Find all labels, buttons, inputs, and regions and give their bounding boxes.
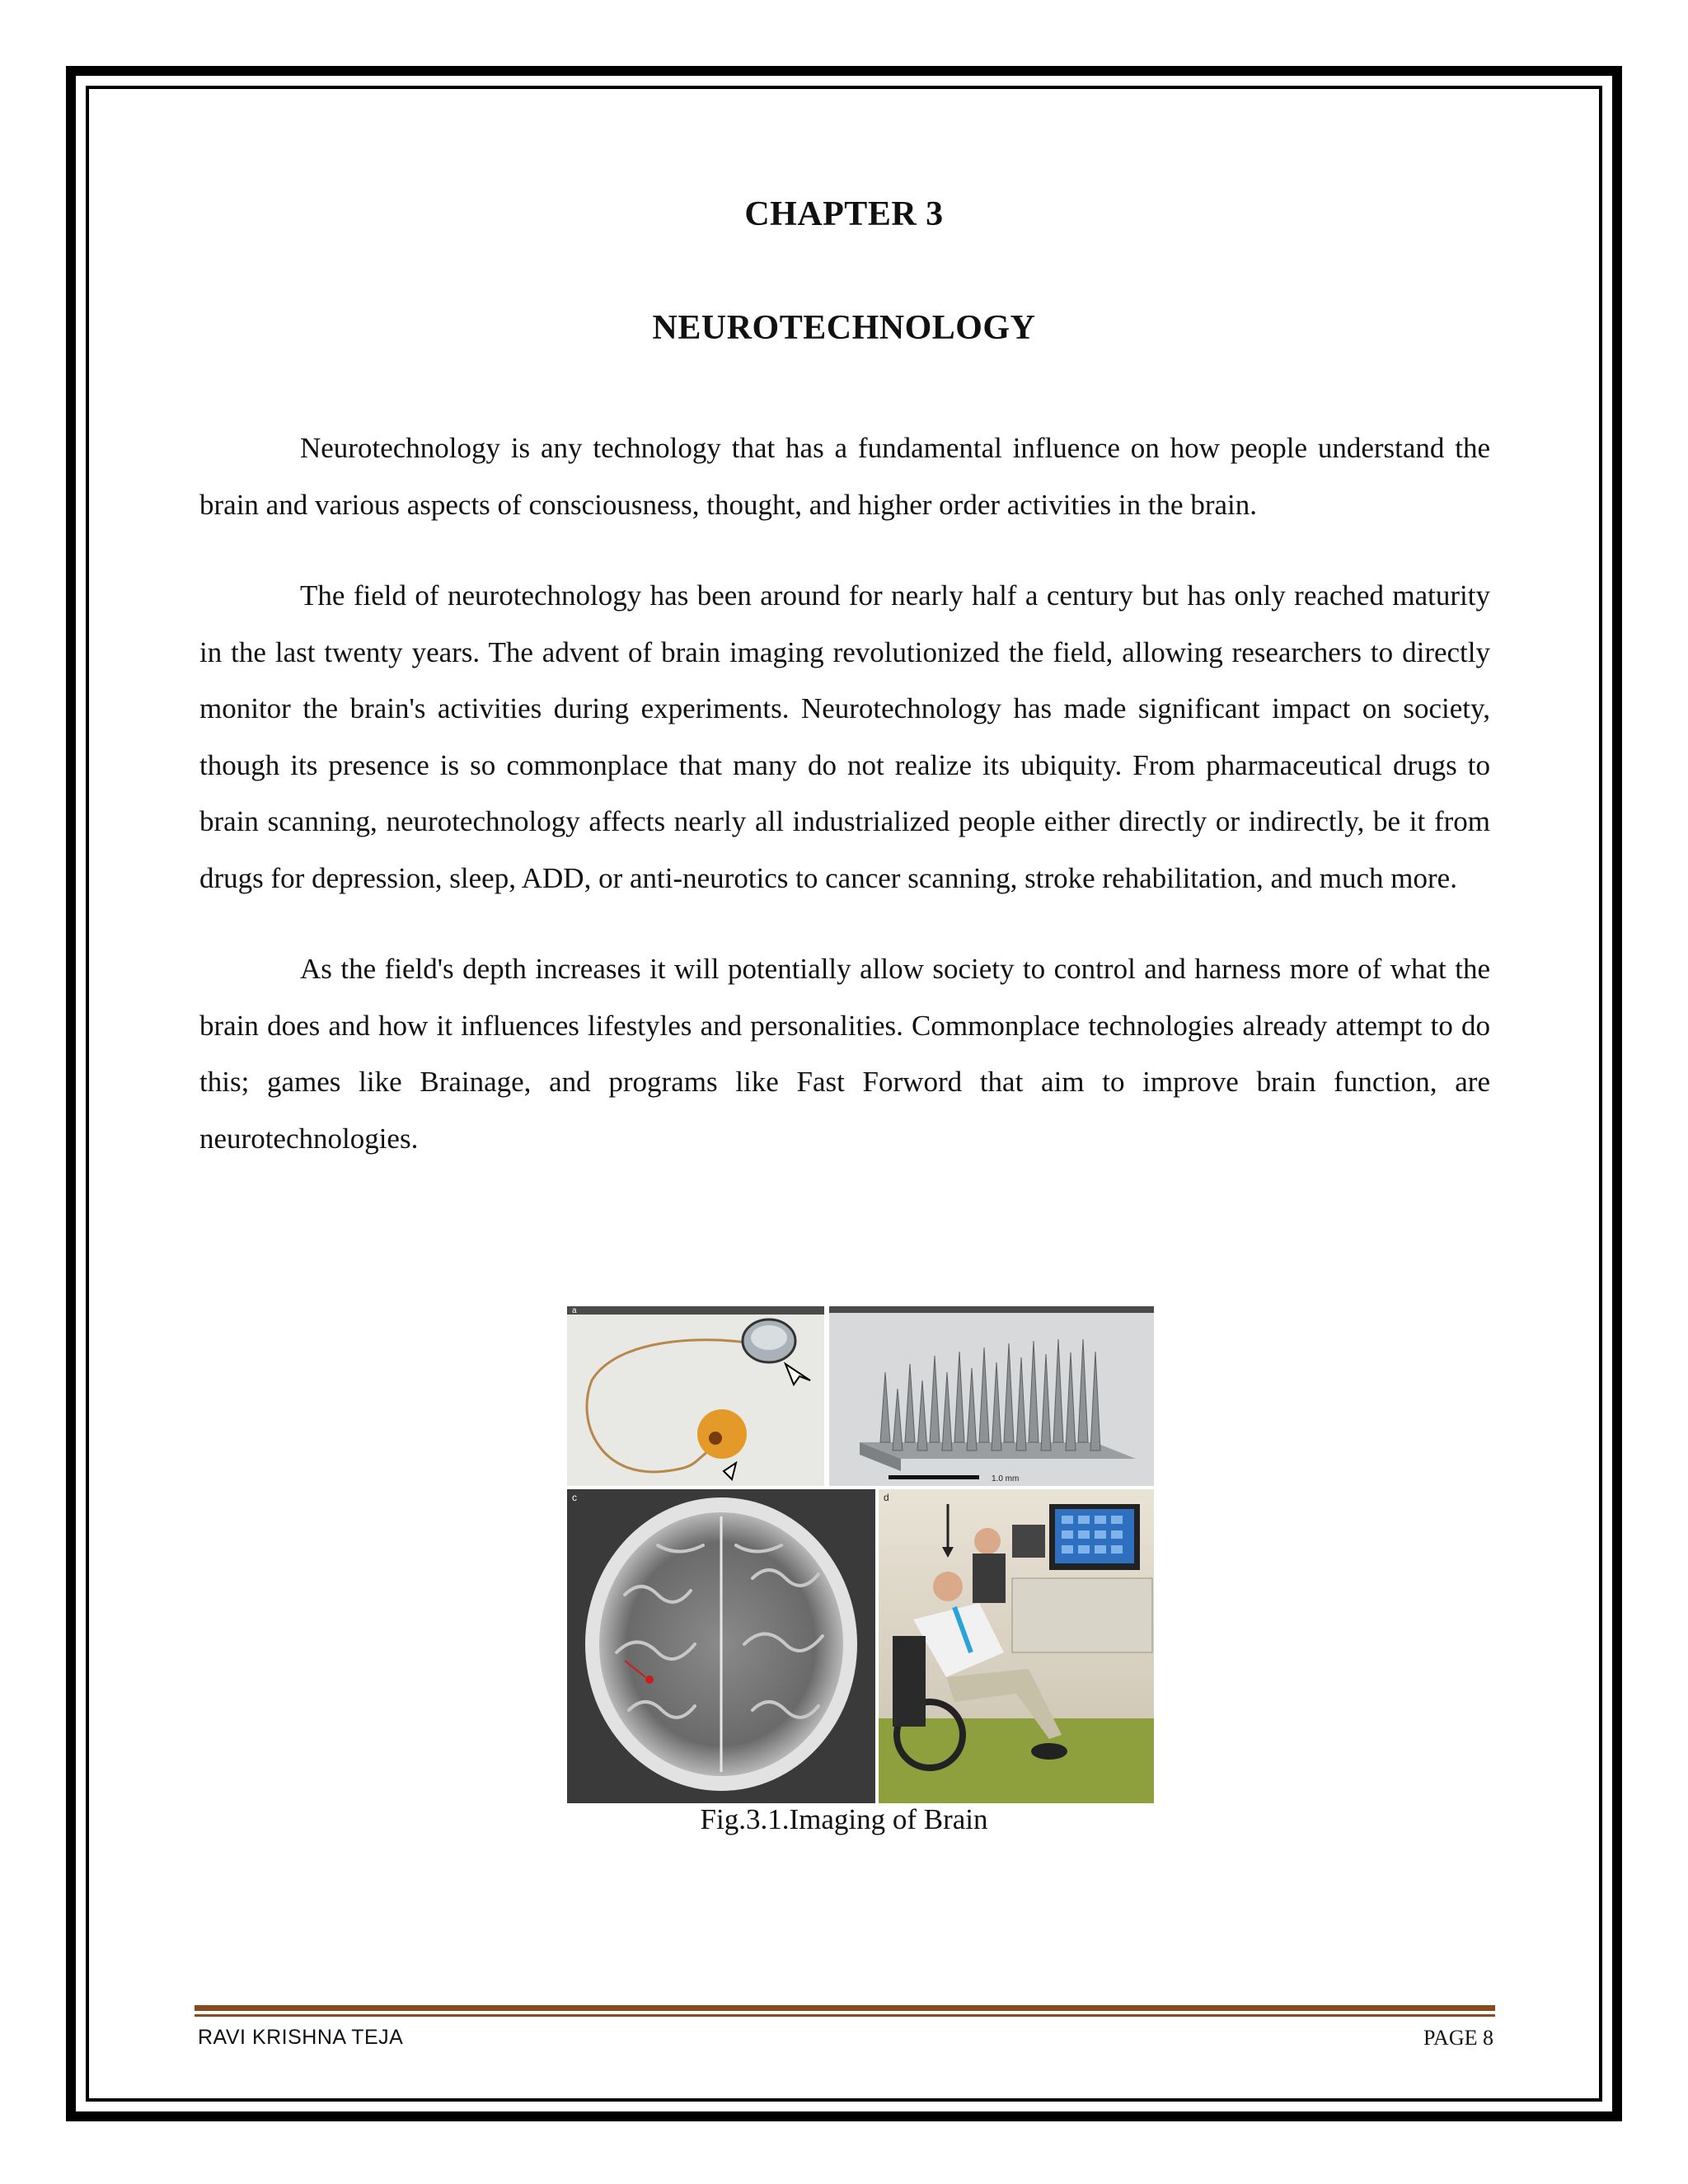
figure-panel-a xyxy=(567,1306,824,1486)
figure-caption: Fig.3.1.Imaging of Brain xyxy=(700,1803,988,1835)
chapter-heading: CHAPTER 3 xyxy=(744,195,944,233)
footer-rule-thin xyxy=(195,2014,1495,2017)
figure-panel-b xyxy=(829,1306,1154,1486)
body-text xyxy=(199,420,1490,1202)
panel-d-label: d xyxy=(884,1492,889,1503)
footer-author: RAVI KRISHNA TEJA xyxy=(198,2026,404,2049)
section-title: NEUROTECHNOLOGY xyxy=(652,309,1036,347)
figure-panel-c xyxy=(567,1489,875,1803)
figure-panel-d xyxy=(879,1489,1154,1803)
panel-a-label: a xyxy=(572,1306,577,1315)
paragraph-2: The field of neurotechnology has been around for nearly half a century but has only reached maturity in the last twenty years. The advent of brain imaging revolutionized the field, allowing researchers to directly monitor the brain's activities during experiments. Neurotechnology has made significant impact on society, though its presence is so commonplace that many do not realize its ubiquity. From pharmaceutical drugs to brain scanning, neurotechnology affects nearly all industrialized people either directly or indirectly, be it from drugs for depression, sleep, ADD, or anti-neurotics to cancer scanning, stroke rehabilitation, and much more. xyxy=(199,579,1490,894)
footer-rule xyxy=(195,2005,1495,2011)
panel-c-label: c xyxy=(572,1492,577,1503)
footer-page-number: PAGE 8 xyxy=(1423,2026,1493,2050)
brain-imaging-figure xyxy=(567,1306,1154,1803)
scale-bar-label: 1.0 mm xyxy=(992,1474,1020,1483)
paragraph-1: Neurotechnology is any technology that has a fundamental influence on how people understand the brain and various aspects of consciousness, thought, and higher order activities in the brain. xyxy=(199,432,1490,521)
paragraph-3: As the field's depth increases it will potentially allow society to control and harness more of what the brain does and how it influences lifestyles and personalities. Commonplace technologies already attempt to do this; games like Brainage, and programs like Fast Forword that aim to improve brain function, are neurotechnologies. xyxy=(199,953,1490,1155)
